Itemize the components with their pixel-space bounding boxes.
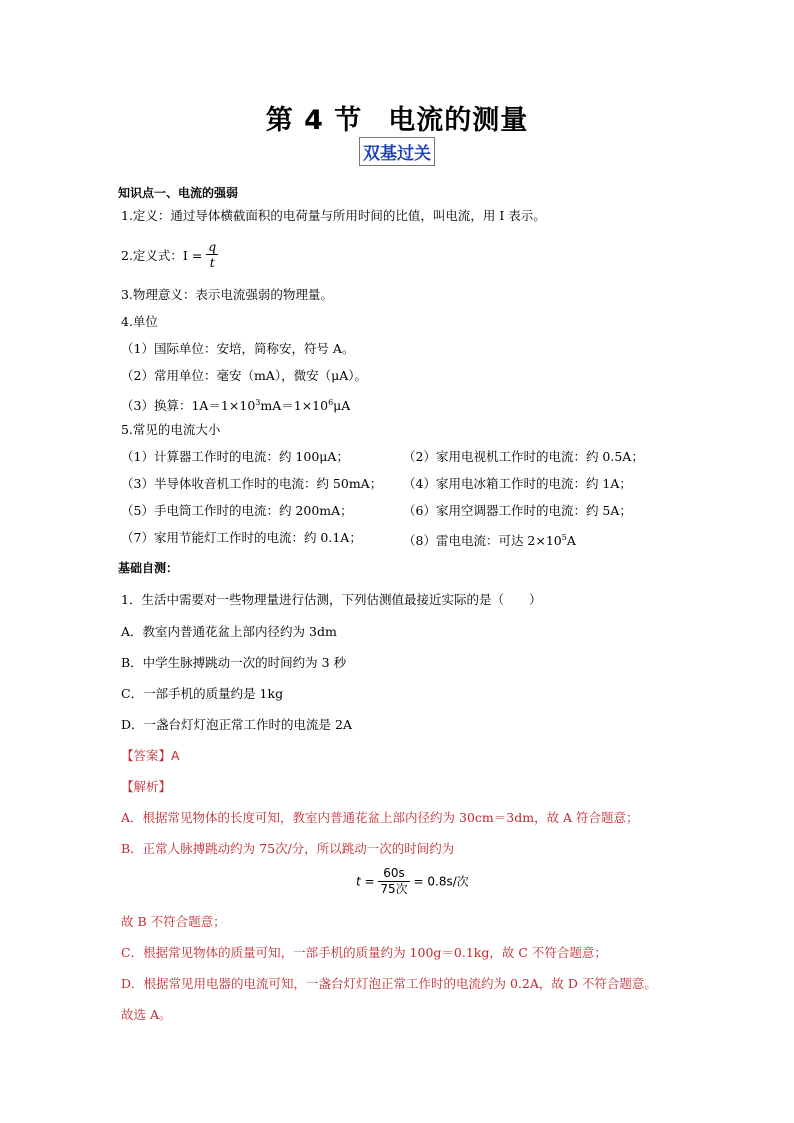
title-section-number: 第 4 节 [265,105,363,136]
quiz-heading: 基础自测： [118,561,179,575]
formula-label: 2.定义式：I = [121,248,203,263]
option-c: C．一部手机的质量约是 1kg [121,686,284,701]
meaning-line: 3.物理意义：表示电流强弱的物理量。 [121,287,333,302]
conversion-part-1: （3）换算：1A＝1×10 [121,398,256,414]
definition-line: 1.定义：通过导体横截面积的电荷量与所用时间的比值，叫电流，用 I 表示。 [121,208,546,223]
common-current-heading: 5.常见的电流大小 [121,422,221,437]
analysis-line: C．根据常见物体的质量可知，一部手机的质量约为 100g＝0.1kg，故 C 不符合题意； [121,945,607,960]
page-title [0,98,794,137]
conversion-part-2: mA＝1×10 [260,398,329,414]
common-current-item: （7）家用节能灯工作时的电流：约 0.1A； [121,530,362,545]
option-b: B．中学生脉搏跳动一次的时间约为 3 秒 [121,655,347,670]
lightning-current-text: （8）雷电电流：可达 2×10 [403,533,562,549]
unit-common: （2）常用单位：毫安（mA），微安（μA）。 [121,368,367,383]
lightning-unit: A [566,533,576,549]
option-a: A．教室内普通花盆上部内径约为 3dm [121,624,337,639]
analysis-conclusion: 故选 A。 [121,1007,172,1022]
question-text: 1．生活中需要对一些物理量进行估测，下列估测值最接近实际的是（ ） [121,592,542,607]
common-current-item: （6）家用空调器工作时的电流：约 5A； [403,503,632,518]
analysis-line: A．根据常见物体的长度可知，教室内普通花盆上部内径约为 30cm＝3dm，故 A 符合题意； [121,810,639,825]
answer-value: A [171,748,180,763]
formula-numerator: q [208,239,217,254]
formula-line [121,241,218,272]
common-current-item [403,530,576,549]
answer-label: 【答案】 [121,748,172,763]
analysis-line: D．根据常见用电器的电流可知，一盏台灯灯泡正常工作时的电流约为 0.2A，故 D 不符合题意。 [121,976,657,991]
knowledge-heading: 知识点一、电流的强弱 [118,186,239,200]
option-d: D．一盏台灯灯泡正常工作时的电流是 2A [121,717,352,732]
current-formula-fraction [206,239,218,270]
section-subtitle: 双基过关 [359,137,435,166]
time-formula-lhs: t = [356,874,375,889]
time-formula [356,866,469,897]
formula-denominator: t [209,255,215,270]
time-formula-rhs: = 0.8s/次 [413,874,469,889]
conversion-part-3: μA [333,398,351,414]
unit-heading: 4.单位 [121,314,158,329]
lightning-exponent: 5 [561,533,567,542]
conversion-exponent-1: 3 [255,398,261,407]
common-current-item: （5）手电筒工作时的电流：约 200mA； [121,503,353,518]
common-current-item: （3）半导体收音机工作时的电流：约 50mA； [121,476,383,491]
unit-conversion [121,395,350,414]
common-current-item: （4）家用电冰箱工作时的电流：约 1A； [403,476,632,491]
time-formula-denominator: 75次 [380,882,408,896]
unit-si: （1）国际单位：安培，简称安，符号 A。 [121,341,355,356]
conversion-exponent-2: 6 [328,398,334,407]
title-topic: 电流的测量 [388,105,529,136]
common-current-item: （1）计算器工作时的电流：约 100μA； [121,449,349,464]
analysis-line: 故 B 不符合题意； [121,914,226,929]
time-formula-numerator: 60s [378,866,409,882]
analysis-line: B．正常人脉搏跳动约为 75次/分，所以跳动一次的时间约为 [121,841,455,856]
answer-line [121,748,180,764]
analysis-label: 【解析】 [121,779,172,794]
common-current-item: （2）家用电视机工作时的电流：约 0.5A； [403,449,644,464]
time-formula-fraction [378,866,409,897]
